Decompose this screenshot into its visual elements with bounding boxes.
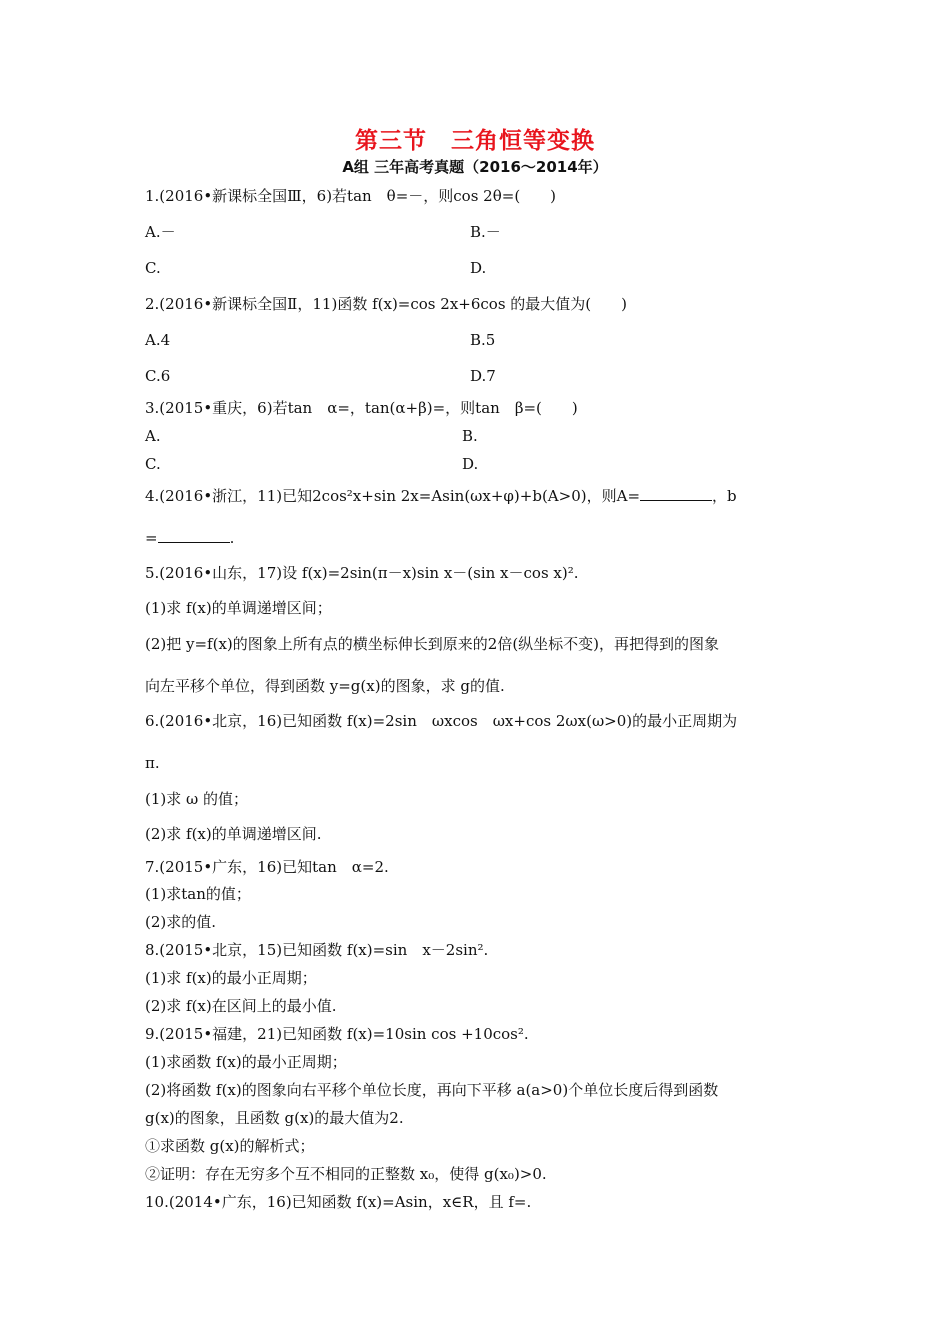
- answer-blank-b: [158, 528, 230, 543]
- question-4-line2-post: .: [229, 529, 235, 547]
- question-1-option-a: A.－: [145, 223, 176, 241]
- question-2-option-c: C.6: [145, 367, 171, 385]
- question-10-stem: 10.(2014•广东，16)已知函数 f(x)=Asin，x∈R，且 f=.: [145, 1193, 532, 1211]
- section-subtitle: A组 三年高考真题（2016～2014年）: [342, 158, 608, 176]
- question-8-part-2: (2)求 f(x)在区间上的最小值.: [145, 997, 337, 1015]
- question-5-part-2b: 向左平移个单位，得到函数 y=g(x)的图象，求 g的值.: [145, 677, 505, 695]
- question-1-option-c: C.: [145, 259, 161, 277]
- question-6-part-1: (1)求 ω 的值；: [145, 790, 249, 808]
- question-9-sub-2: ②证明：存在无穷多个互不相同的正整数 x₀，使得 g(x₀)>0.: [145, 1165, 547, 1183]
- answer-blank-a: [640, 486, 712, 501]
- question-2-option-d: D.7: [470, 367, 496, 385]
- question-7-stem: 7.(2015•广东，16)已知tan α=2.: [145, 858, 389, 876]
- question-3-option-a: A.: [145, 427, 161, 445]
- question-4-line2-pre: =: [145, 529, 158, 547]
- question-9-part-2a: (2)将函数 f(x)的图象向右平移个单位长度，再向下平移 a(a>0)个单位长度后得到函数: [145, 1081, 719, 1099]
- question-2-option-b: B.5: [470, 331, 496, 349]
- question-3-option-b: B.: [462, 427, 478, 445]
- question-7-part-2: (2)求的值.: [145, 913, 217, 931]
- question-9-stem: 9.(2015•福建，21)已知函数 f(x)=10sin cos +10cos².: [145, 1025, 529, 1043]
- question-6-part-2: (2)求 f(x)的单调递增区间.: [145, 825, 322, 843]
- question-9-part-1: (1)求函数 f(x)的最小正周期；: [145, 1053, 347, 1071]
- question-2-option-a: A.4: [145, 331, 171, 349]
- question-1-stem: 1.(2016•新课标全国Ⅲ，6)若tan θ=－，则cos 2θ=( ): [145, 187, 557, 205]
- question-3-option-d: D.: [462, 455, 479, 473]
- question-4-stem-mid: ，b: [712, 487, 737, 505]
- question-6-stem-cont: π.: [145, 754, 160, 772]
- question-1-option-b: B.－: [470, 223, 501, 241]
- question-6-stem: 6.(2016•北京，16)已知函数 f(x)=2sin ωxcos ωx+cos 2ωx(ω>0)的最小正周期为: [145, 712, 738, 730]
- question-4-stem-text: 4.(2016•浙江，11)已知2cos²x+sin 2x=Asin(ωx+φ)+b(A>0)，则A=: [145, 487, 641, 505]
- question-1-option-d: D.: [470, 259, 487, 277]
- question-9-part-2b: g(x)的图象，且函数 g(x)的最大值为2.: [145, 1109, 404, 1127]
- section-title: 第三节 三角恒等变换: [355, 128, 595, 154]
- question-5-stem: 5.(2016•山东，17)设 f(x)=2sin(π－x)sin x－(sin x－cos x)².: [145, 564, 579, 582]
- question-5-part-2a: (2)把 y=f(x)的图象上所有点的横坐标伸长到原来的2倍(纵坐标不变)，再把得到的图象: [145, 635, 720, 653]
- question-9-sub-1: ①求函数 g(x)的解析式；: [145, 1137, 315, 1155]
- question-8-stem: 8.(2015•北京，15)已知函数 f(x)=sin x－2sin².: [145, 941, 489, 959]
- question-7-part-1: (1)求tan的值；: [145, 885, 251, 903]
- question-8-part-1: (1)求 f(x)的最小正周期；: [145, 969, 317, 987]
- question-5-part-1: (1)求 f(x)的单调递增区间；: [145, 599, 332, 617]
- question-3-stem: 3.(2015•重庆，6)若tan α=，tan(α+β)=，则tan β=( ): [145, 399, 578, 417]
- question-4-line-2: [145, 528, 234, 548]
- question-2-stem: 2.(2016•新课标全国Ⅱ，11)函数 f(x)=cos 2x+6cos 的最大值为( ): [145, 295, 627, 313]
- question-3-option-c: C.: [145, 455, 161, 473]
- question-4-stem: [145, 486, 737, 506]
